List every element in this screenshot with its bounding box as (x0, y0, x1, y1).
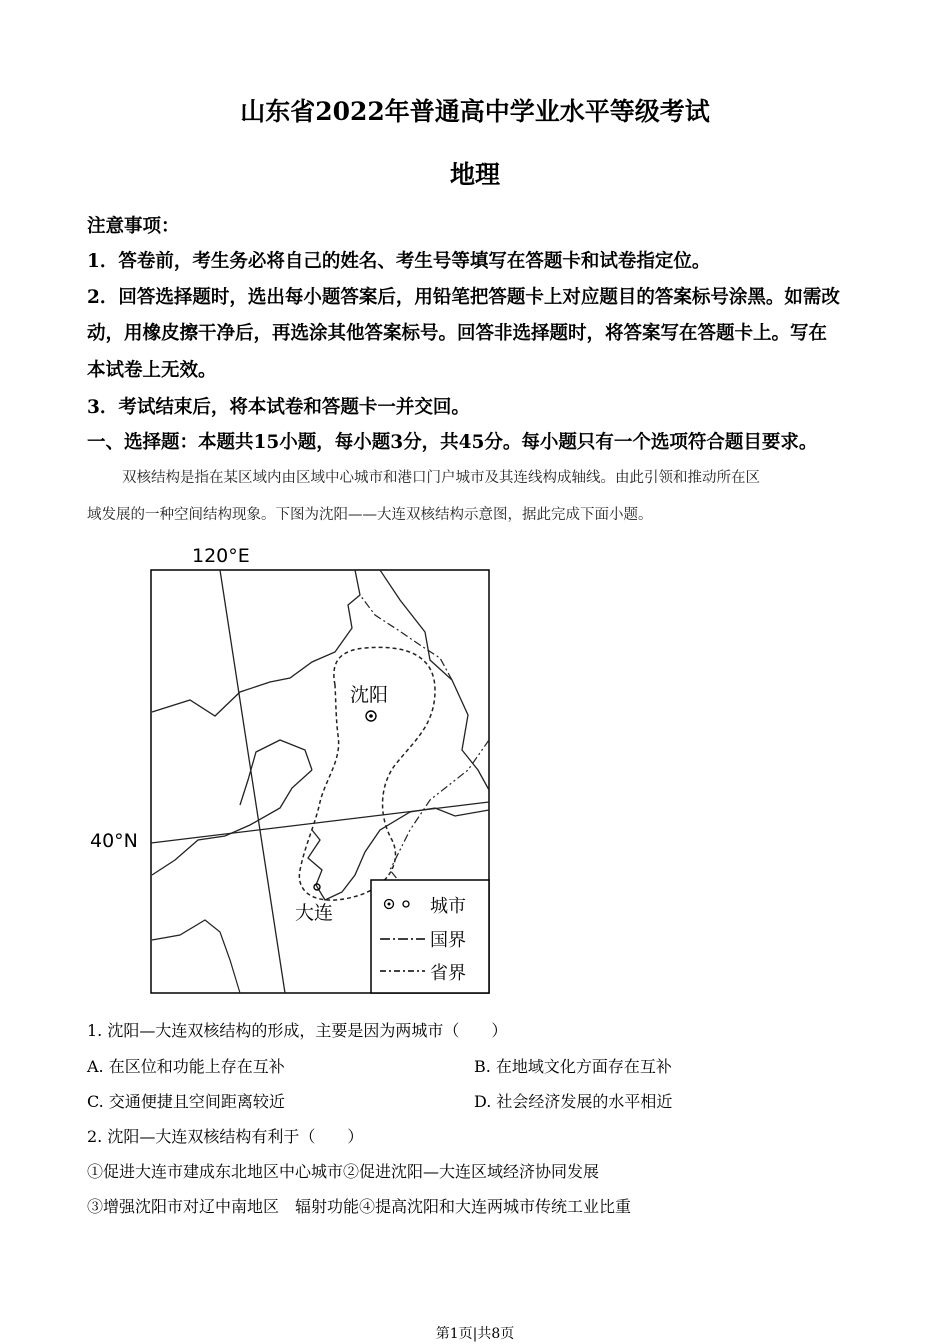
legend-provincial-border: 省界 (430, 963, 466, 984)
subject-title: 地理 (449, 160, 500, 189)
legend-city: 城市 (430, 896, 466, 917)
page-footer: 第1页|共8页 (435, 1326, 515, 1342)
notice-item-2-line-3: 本试卷上无效。 (87, 360, 217, 381)
shenyang-dalian-map (80, 540, 510, 1000)
notice-item-2-line-2: 动，用橡皮擦干净后，再选涂其他答案标号。回答非选择题时，将答案写在答题卡上。写在 (87, 323, 828, 344)
notice-heading: 注意事项： (87, 216, 180, 237)
question-1-option-a: A. 在区位和功能上存在互补 (87, 1057, 285, 1076)
intro-line-2: 域发展的一种空间结构现象。下图为沈阳——大连双核结构示意图，据此完成下面小题。 (87, 507, 653, 523)
city-label-dalian: 大连 (295, 902, 334, 924)
question-1-option-c: C. 交通便捷且空间距离较近 (87, 1092, 285, 1111)
question-1-option-b: B. 在地域文化方面存在互补 (474, 1057, 672, 1076)
longitude-label: 120°E (192, 545, 250, 567)
question-1-stem: 1. 沈阳—大连双核结构的形成，主要是因为两城市（ ） (87, 1021, 508, 1040)
question-2-options-line-2: ③增强沈阳市对辽中南地区 辐射功能④提高沈阳和大连两城市传统工业比重 (87, 1197, 632, 1216)
question-1-option-d: D. 社会经济发展的水平相近 (474, 1092, 673, 1111)
question-2-options-line-1: ①促进大连市建成东北地区中心城市②促进沈阳—大连区域经济协同发展 (87, 1162, 600, 1181)
legend-national-border: 国界 (430, 930, 466, 951)
section-heading: 一、选择题：本题共15小题，每小题3分，共45分。每小题只有一个选项符合题目要求。 (87, 432, 818, 453)
notice-item-3: 3．考试结束后，将本试卷和答题卡一并交回。 (87, 397, 470, 418)
notice-item-1: 1．答卷前，考生务必将自己的姓名、考生号等填写在答题卡和试卷指定位。 (87, 251, 711, 272)
exam-title: 山东省2022年普通高中学业水平等级考试 (240, 97, 710, 126)
city-label-shenyang: 沈阳 (350, 684, 389, 706)
latitude-label: 40°N (90, 830, 138, 852)
question-2-stem: 2. 沈阳—大连双核结构有利于（ ） (87, 1127, 364, 1146)
intro-line-1: 双核结构是指在某区域内由区域中心城市和港口门户城市及其连线构成轴线。由此引领和推动所在区 (122, 470, 760, 486)
notice-item-2-line-1: 2．回答选择题时，选出每小题答案后，用铅笔把答题卡上对应题目的答案标号涂黑。如需改 (87, 287, 840, 308)
